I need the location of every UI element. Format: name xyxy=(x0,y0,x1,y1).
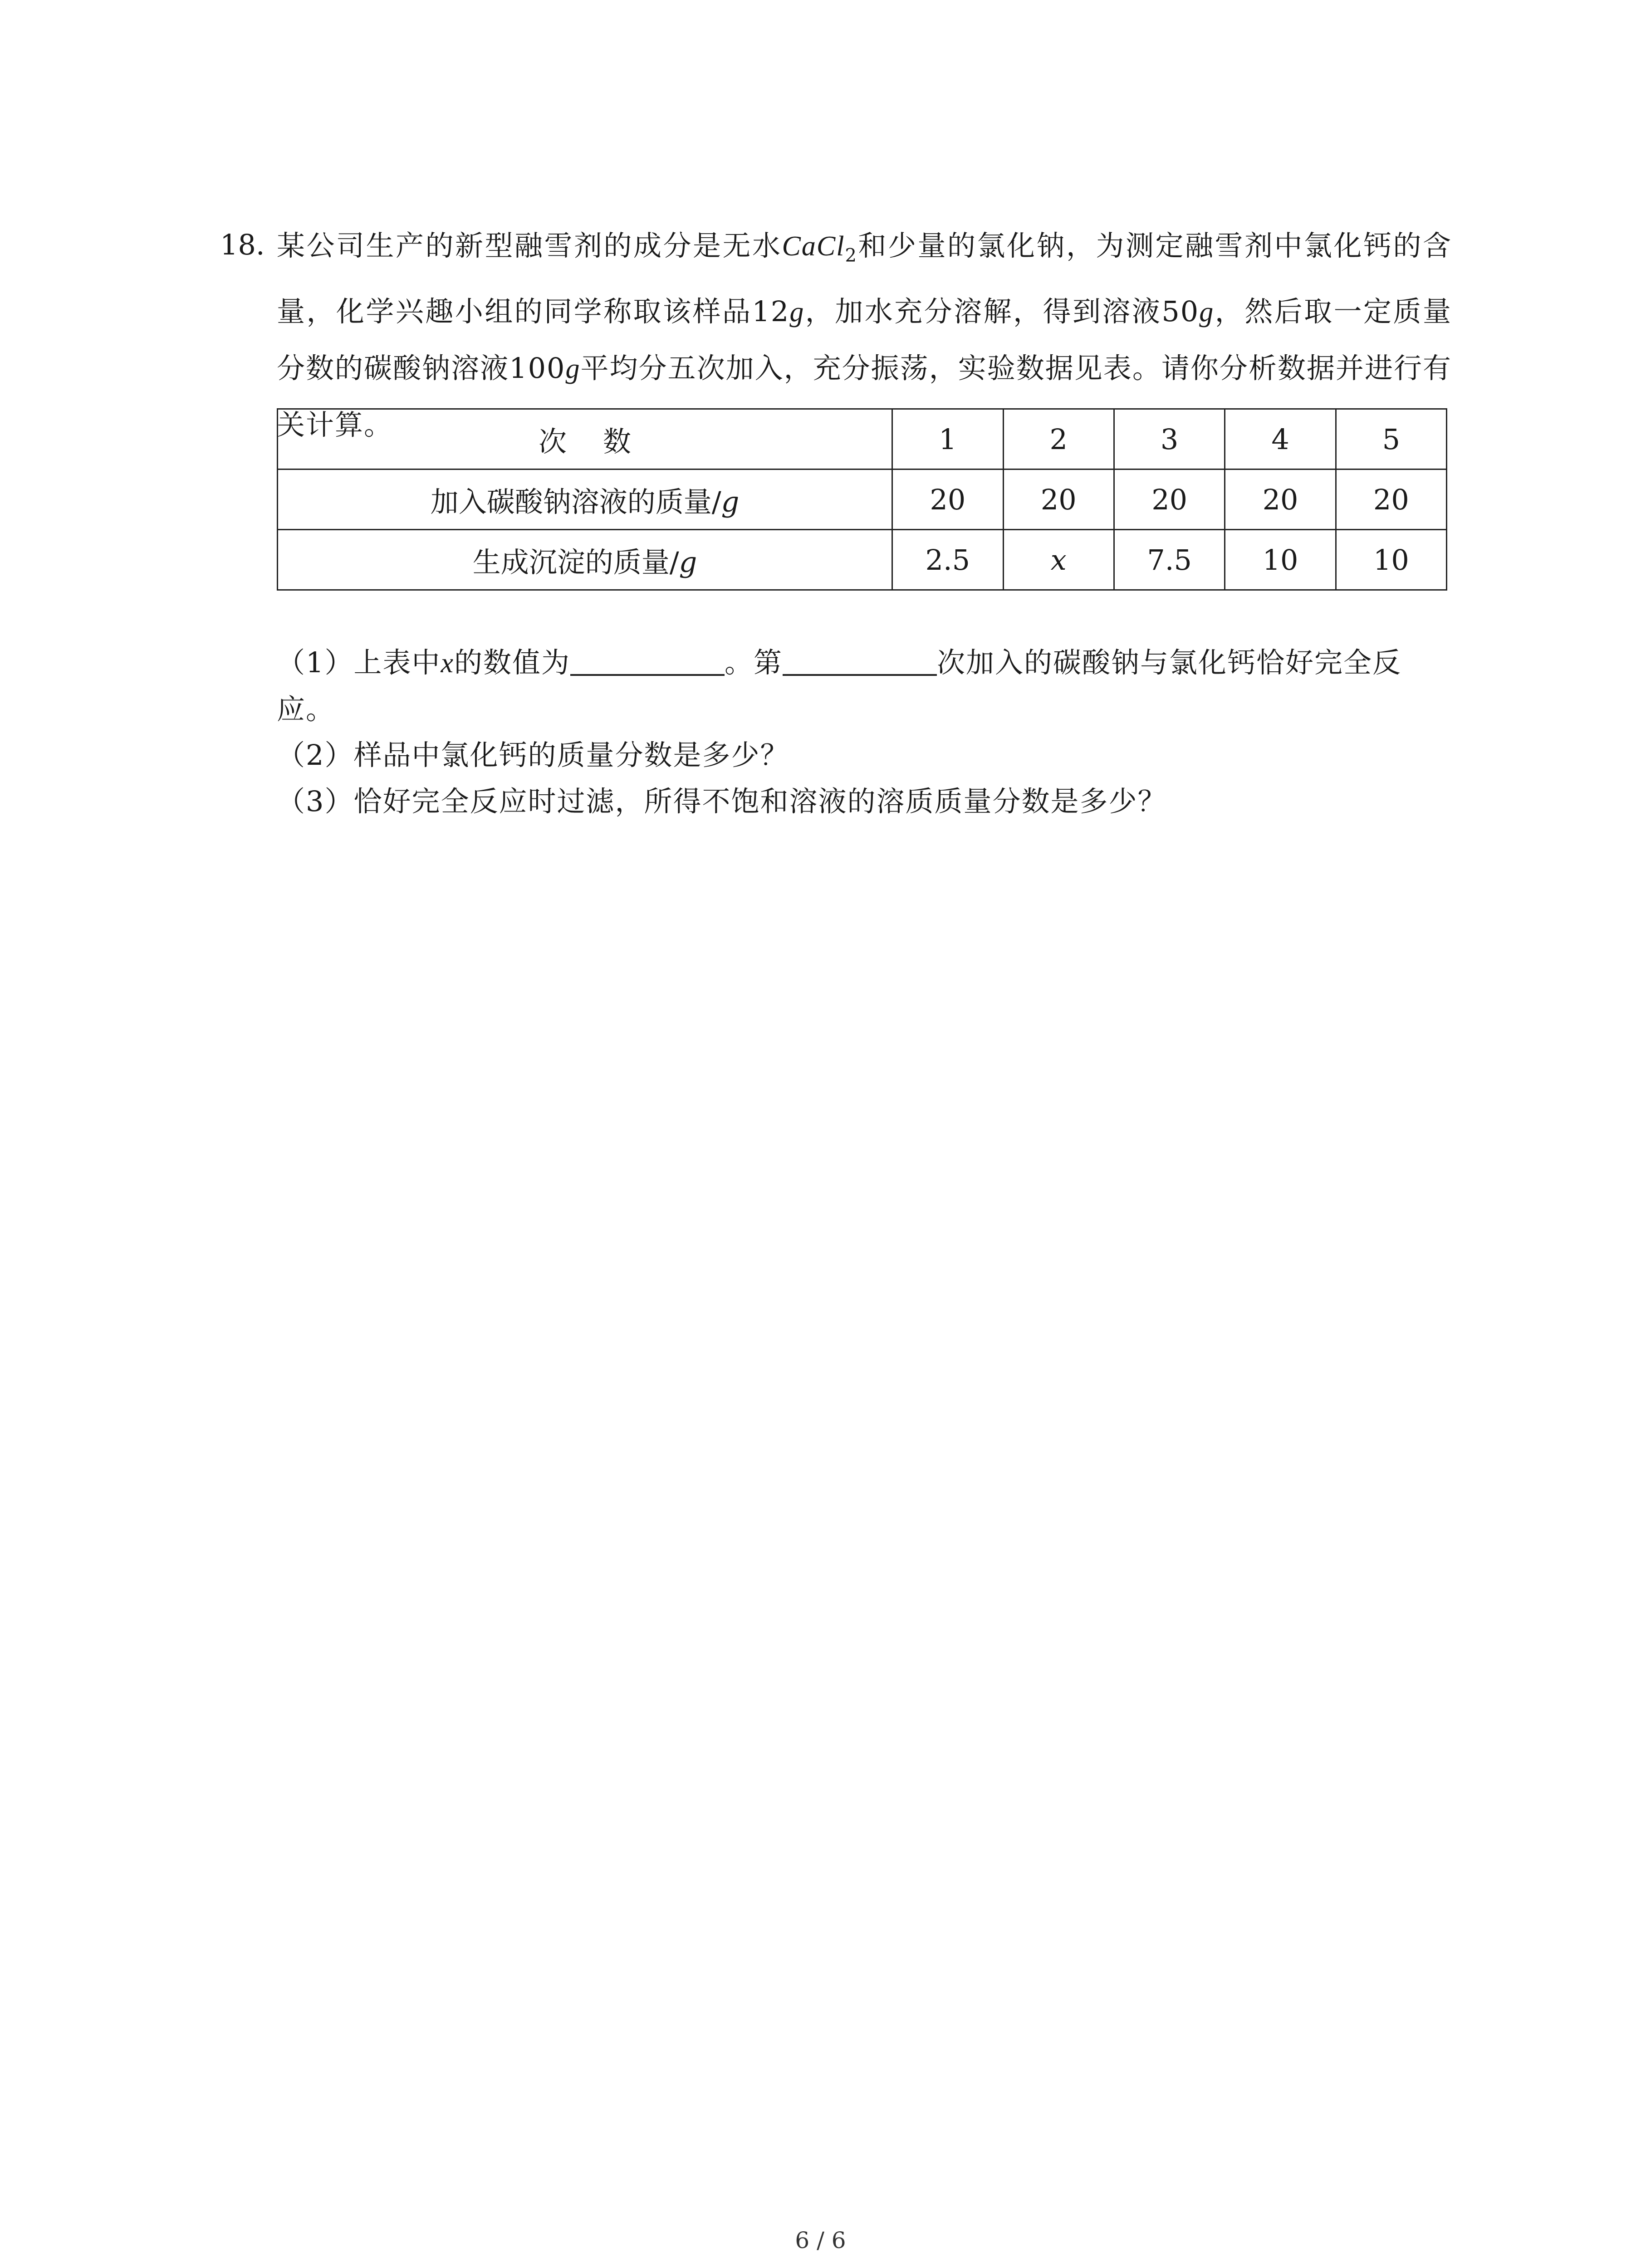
stem-text: 平均分五次加入，充分振荡，实验数据见表。请你分析数据并进行有关计算。 xyxy=(277,352,1452,442)
unit-g: g xyxy=(789,297,805,328)
stem-text: ，加水充分溶解，得到溶液 xyxy=(804,295,1162,328)
table-header-cell: 2 xyxy=(1003,409,1114,469)
table-row xyxy=(278,530,1447,590)
subquestion-2: （2）样品中氯化钙的质量分数是多少？ xyxy=(277,738,789,772)
table-cell: x xyxy=(1003,530,1114,590)
table-cell: 10 xyxy=(1336,530,1446,590)
table-header-row xyxy=(278,409,1447,469)
table-row-label: 加入碳酸钠溶液的质量/g xyxy=(278,469,892,530)
stem-text: ，然后取一定质量分数的碳酸钠溶液 xyxy=(277,295,1452,385)
subquestion-3: （3）恰好完全反应时过滤，所得不饱和溶液的溶质质量分数是多少？ xyxy=(277,785,1167,818)
table-row-label: 生成沉淀的质量/g xyxy=(278,530,892,590)
table-header-cell: 3 xyxy=(1114,409,1225,469)
question-number: 18. xyxy=(220,228,265,261)
stem-text: 某公司生产的新型融雪剂的成分是无水 xyxy=(277,229,782,262)
table-cell: 20 xyxy=(1114,469,1225,530)
sample-mass: 12 xyxy=(752,295,790,328)
table-header-cell: 5 xyxy=(1336,409,1446,469)
page-number: 6 / 6 xyxy=(795,2227,846,2253)
table-cell: 7.5 xyxy=(1114,530,1225,590)
solution-mass: 50 xyxy=(1161,295,1200,328)
table-header-cell: 4 xyxy=(1225,409,1336,469)
formula-subscript: 2 xyxy=(845,245,857,266)
formula-cacl: CaCl xyxy=(782,231,845,262)
unit-g: g xyxy=(565,353,581,385)
table-header-label: 次 数 xyxy=(278,409,892,469)
table-cell: 2.5 xyxy=(892,530,1004,590)
unit-g: g xyxy=(1199,297,1215,328)
table-cell: 20 xyxy=(1225,469,1336,530)
table-cell: 20 xyxy=(892,469,1004,530)
answer-blank[interactable] xyxy=(783,646,937,676)
table-cell: 20 xyxy=(1336,469,1446,530)
stem-text: 和少量的氯化钠，为测定融雪剂中氯化钙的含量，化学兴趣小组的同学称取该样品 xyxy=(277,229,1452,328)
table-cell: 20 xyxy=(1003,469,1114,530)
table-cell: 10 xyxy=(1225,530,1336,590)
table-header-cell: 1 xyxy=(892,409,1004,469)
data-table xyxy=(277,408,1447,591)
carbonate-mass: 100 xyxy=(509,352,566,385)
table-row xyxy=(278,469,1447,530)
answer-blank[interactable] xyxy=(570,646,725,676)
subquestion-1: （1）上表中x的数值为 。第 次加入的碳酸钠与氯化钙恰好完全反 应。 xyxy=(277,646,1402,726)
